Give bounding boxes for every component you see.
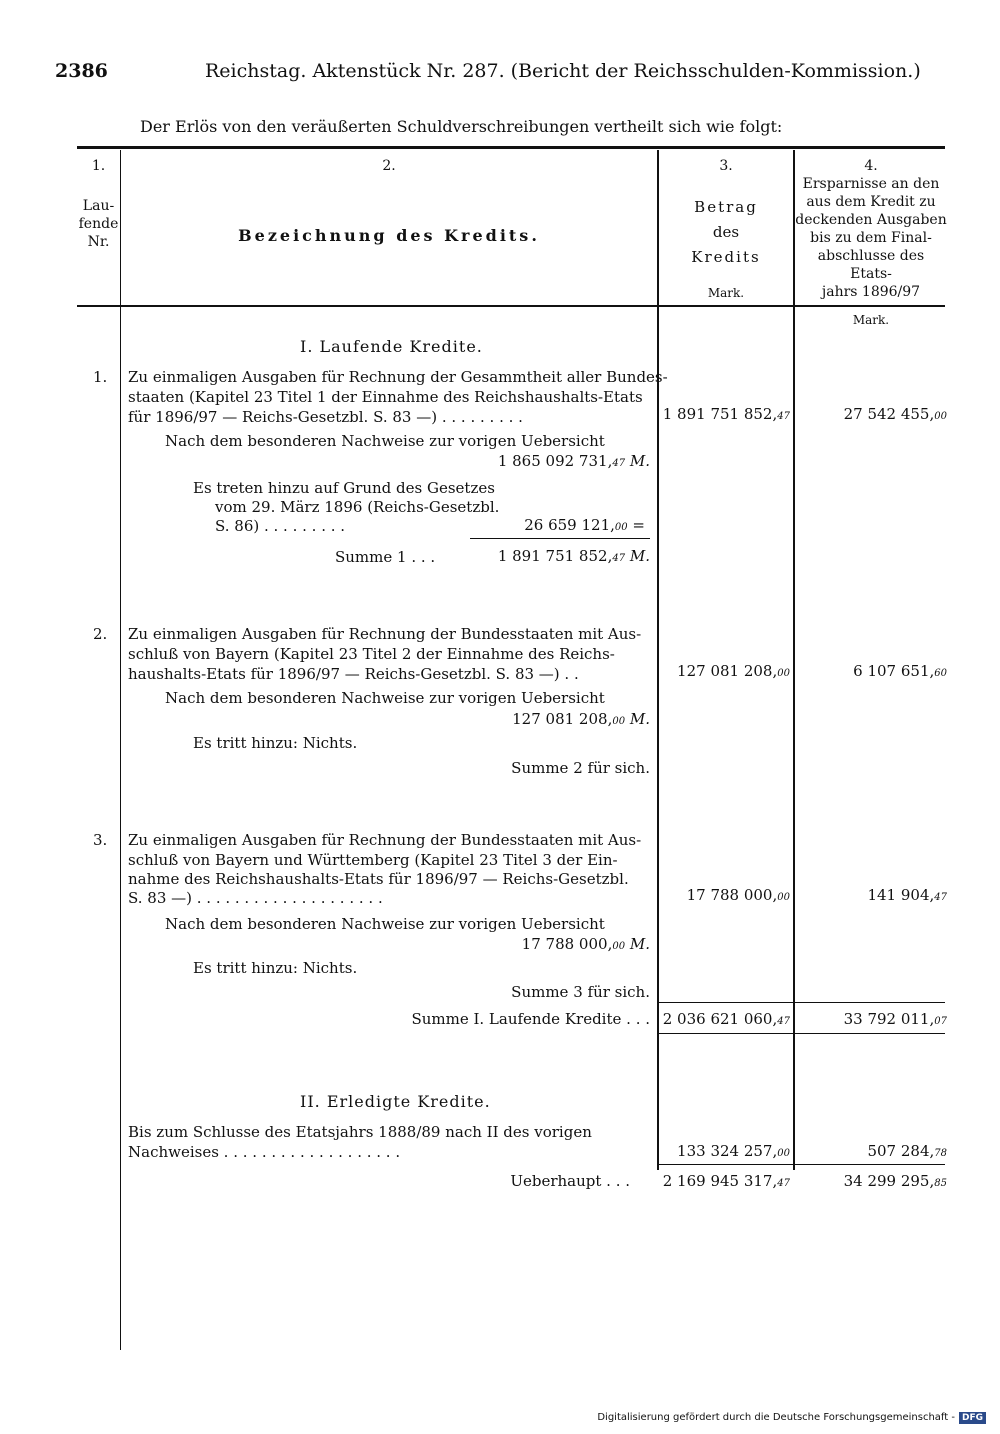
item1-hinzu-decimal: 00 bbox=[614, 522, 628, 533]
item3-betrag: 17 788 000,00 bbox=[686, 886, 790, 904]
item1-line1: Zu einmaligen Ausgaben für Rechnung der Gesammtheit aller Bundes- bbox=[128, 368, 668, 386]
col4-header bbox=[795, 157, 947, 329]
col4-number: 4. bbox=[864, 158, 878, 174]
col4-label-3: deckenden Ausgaben bbox=[795, 212, 947, 228]
col1-label-2: fende bbox=[78, 216, 119, 232]
item1-nr: 1. bbox=[93, 368, 108, 386]
item1-nachweis: Nach dem besonderen Nachweise zur vorigen Uebersicht bbox=[165, 432, 605, 450]
summe1-bottom-rule bbox=[657, 1033, 945, 1034]
item1-ersparnis-decimal: 00 bbox=[934, 411, 947, 422]
item3-nachweis: Nach dem besonderen Nachweise zur vorigen Uebersicht bbox=[165, 915, 605, 933]
item3-ersparnis: 141 904,47 bbox=[867, 886, 947, 904]
item3-summe: Summe 3 für sich. bbox=[511, 983, 650, 1001]
item2-nr: 2. bbox=[93, 625, 108, 643]
footer-text: Digitalisierung gefördert durch die Deutsche Forschungsgemeinschaft - bbox=[597, 1412, 955, 1423]
item1-summe-decimal: 47 bbox=[612, 553, 626, 564]
item1-nachweis-unit: M. bbox=[629, 452, 650, 470]
section2-title: II. Erledigte Kredite. bbox=[300, 1092, 491, 1111]
item3-line2: schluß von Bayern und Württemberg (Kapitel 23 Titel 3 der Ein- bbox=[128, 851, 618, 869]
item3-ersparnis-decimal: 47 bbox=[934, 892, 947, 903]
item1-ersparnis-value: 27 542 455 bbox=[843, 405, 930, 423]
total-top-rule bbox=[657, 1164, 945, 1165]
col1-number: 1. bbox=[91, 158, 106, 174]
item2-betrag: 127 081 208,00 bbox=[677, 662, 790, 680]
col3-label-3: Kredits bbox=[691, 248, 761, 266]
summe1-top-rule bbox=[657, 1002, 945, 1003]
dfg-logo: DFG bbox=[959, 1412, 986, 1424]
item2-ersparnis: 6 107 651,60 bbox=[853, 662, 947, 680]
summe1-ersparnis: 33 792 011,07 bbox=[843, 1010, 947, 1028]
item1-hinzu-amount: 26 659 121,00 = bbox=[524, 516, 645, 534]
col4-label-5: abschlusse des Etats- bbox=[817, 248, 925, 282]
col2-label: Bezeichnung des Kredits. bbox=[238, 226, 540, 245]
item3-nachweis-decimal: 00 bbox=[612, 941, 626, 952]
item1-line3: für 1896/97 — Reichs-Gesetzbl. S. 83 —) . . . . . . . . . bbox=[128, 408, 523, 426]
col-divider-2 bbox=[657, 150, 659, 1170]
total-label: Ueberhaupt . . . bbox=[510, 1172, 630, 1190]
item1-hinzu-value: 26 659 121 bbox=[524, 516, 611, 534]
item1-sum-rule bbox=[470, 538, 650, 539]
total-ersparnis: 34 299 295,85 bbox=[843, 1172, 947, 1190]
item2-line1: Zu einmaligen Ausgaben für Rechnung der Bundesstaaten mit Aus- bbox=[128, 625, 642, 643]
summe1-ersparnis-value: 33 792 011 bbox=[843, 1010, 930, 1028]
total-betrag: 2 169 945 317,47 bbox=[662, 1172, 790, 1190]
col3-number: 3. bbox=[719, 158, 733, 174]
col2-header bbox=[121, 157, 657, 245]
total-ersparnis-decimal: 85 bbox=[934, 1178, 947, 1189]
item1-summe-unit: M. bbox=[629, 547, 650, 565]
col3-label-2: des bbox=[712, 223, 740, 241]
col2-number: 2. bbox=[382, 158, 396, 174]
summe1-betrag: 2 036 621 060,47 bbox=[662, 1010, 790, 1028]
section2-betrag: 133 324 257,00 bbox=[677, 1142, 790, 1160]
item1-betrag-value: 1 891 751 852 bbox=[662, 405, 773, 423]
col4-label-4: bis zu dem Final- bbox=[810, 230, 932, 246]
item3-nachweis-amount: 17 788 000,00 M. bbox=[521, 935, 650, 953]
col1-label-1: Lau- bbox=[82, 198, 115, 214]
item3-hinzu: Es tritt hinzu: Nichts. bbox=[193, 959, 358, 977]
running-head: Reichstag. Aktenstück Nr. 287. (Bericht der Reichsschulden-Kommission.) bbox=[205, 60, 921, 82]
item1-summe-amount: 1 891 751 852,47 M. bbox=[497, 547, 650, 565]
col4-unit: Mark. bbox=[852, 313, 890, 327]
section1-title: I. Laufende Kredite. bbox=[300, 337, 483, 356]
col1-header bbox=[77, 157, 120, 251]
item3-line3: nahme des Reichshaushalts-Etats für 1896/97 — Reichs-Gesetzbl. bbox=[128, 870, 629, 888]
item2-summe: Summe 2 für sich. bbox=[511, 759, 650, 777]
summe1-label: Summe I. Laufende Kredite . . . bbox=[411, 1010, 650, 1028]
item1-line2: staaten (Kapitel 23 Titel 1 der Einnahme des Reichshaushalts-Etats bbox=[128, 388, 643, 406]
item1-hinzu-line3: S. 86) . . . . . . . . . bbox=[215, 517, 346, 535]
section2-betrag-value: 133 324 257 bbox=[677, 1142, 773, 1160]
item3-line1: Zu einmaligen Ausgaben für Rechnung der Bundesstaaten mit Aus- bbox=[128, 831, 642, 849]
section2-ersparnis: 507 284,78 bbox=[867, 1142, 947, 1160]
item2-line2: schluß von Bayern (Kapitel 23 Titel 2 der Einnahme des Reichs- bbox=[128, 645, 615, 663]
item2-betrag-value: 127 081 208 bbox=[677, 662, 773, 680]
item1-nachweis-decimal: 47 bbox=[612, 458, 626, 469]
item2-nachweis-amount: 127 081 208,00 M. bbox=[512, 710, 650, 728]
section2-ersparnis-decimal: 78 bbox=[934, 1148, 947, 1159]
table-top-rule bbox=[77, 146, 945, 149]
item1-betrag-decimal: 47 bbox=[777, 411, 790, 422]
item3-nachweis-unit: M. bbox=[629, 935, 650, 953]
col3-label-1: Betrag bbox=[694, 198, 758, 216]
total-betrag-value: 2 169 945 317 bbox=[662, 1172, 773, 1190]
item2-line3: haushalts-Etats für 1896/97 — Reichs-Gesetzbl. S. 83 —) . . bbox=[128, 665, 579, 683]
item1-summe-value: 1 891 751 852 bbox=[497, 547, 608, 565]
item1-hinzu-line2: vom 29. März 1896 (Reichs-Gesetzbl. bbox=[215, 498, 500, 516]
intro-text: Der Erlös von den veräußerten Schuldverschreibungen vertheilt sich wie folgt: bbox=[140, 117, 783, 136]
col4-label-2: aus dem Kredit zu bbox=[806, 194, 936, 210]
total-ersparnis-value: 34 299 295 bbox=[843, 1172, 930, 1190]
page-number: 2386 bbox=[55, 60, 108, 82]
section2-ersparnis-value: 507 284 bbox=[867, 1142, 930, 1160]
item1-nachweis-amount: 1 865 092 731,47 M. bbox=[497, 452, 650, 470]
item1-summe-label: Summe 1 . . . bbox=[335, 548, 436, 566]
item2-nachweis: Nach dem besonderen Nachweise zur vorigen Uebersicht bbox=[165, 689, 605, 707]
section2-line2: Nachweises . . . . . . . . . . . . . . . . . . . bbox=[128, 1143, 401, 1161]
col1-label-3: Nr. bbox=[87, 234, 110, 250]
item1-betrag: 1 891 751 852,47 bbox=[662, 405, 790, 423]
col4-label-1: Ersparnisse an den bbox=[802, 176, 940, 192]
item2-ersparnis-decimal: 60 bbox=[934, 668, 947, 679]
item2-ersparnis-value: 6 107 651 bbox=[853, 662, 930, 680]
item3-betrag-value: 17 788 000 bbox=[686, 886, 773, 904]
item2-betrag-decimal: 00 bbox=[777, 668, 790, 679]
col4-label-6: jahrs 1896/97 bbox=[821, 284, 921, 300]
item1-hinzu-line1: Es treten hinzu auf Grund des Gesetzes bbox=[193, 479, 495, 497]
item2-nachweis-decimal: 00 bbox=[612, 716, 626, 727]
item1-ersparnis: 27 542 455,00 bbox=[843, 405, 947, 423]
item1-nachweis-value: 1 865 092 731 bbox=[497, 452, 608, 470]
summe1-betrag-value: 2 036 621 060 bbox=[662, 1010, 773, 1028]
item3-ersparnis-value: 141 904 bbox=[867, 886, 930, 904]
item2-nachweis-value: 127 081 208 bbox=[512, 710, 608, 728]
item3-betrag-decimal: 00 bbox=[777, 892, 790, 903]
item3-nr: 3. bbox=[93, 831, 108, 849]
summe1-ersparnis-decimal: 07 bbox=[934, 1016, 947, 1027]
digitization-footer bbox=[597, 1412, 986, 1424]
section2-line1: Bis zum Schlusse des Etatsjahrs 1888/89 nach II des vorigen bbox=[128, 1123, 592, 1141]
item2-nachweis-unit: M. bbox=[629, 710, 650, 728]
col-divider-1 bbox=[120, 150, 121, 1350]
item1-hinzu-unit: = bbox=[632, 516, 645, 534]
section2-betrag-decimal: 00 bbox=[777, 1148, 790, 1159]
col3-header bbox=[659, 157, 793, 302]
total-betrag-decimal: 47 bbox=[777, 1178, 790, 1189]
item2-hinzu: Es tritt hinzu: Nichts. bbox=[193, 734, 358, 752]
col3-unit: Mark. bbox=[707, 286, 745, 300]
summe1-betrag-decimal: 47 bbox=[777, 1016, 790, 1027]
item3-nachweis-value: 17 788 000 bbox=[521, 935, 608, 953]
item3-line4: S. 83 —) . . . . . . . . . . . . . . . . . . . . bbox=[128, 889, 383, 907]
